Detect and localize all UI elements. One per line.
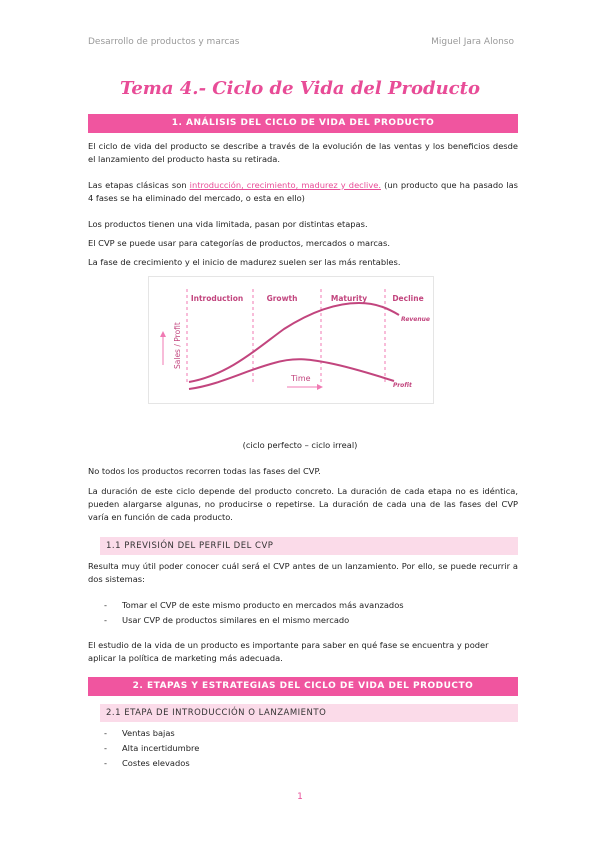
profit-label: Profit [393, 382, 412, 389]
x-axis-label: Time [291, 374, 311, 383]
list-item: - Costes elevados [104, 758, 190, 768]
stages-highlight: introducción, crecimiento, madurez y declive. [189, 180, 381, 190]
page-number: 1 [297, 792, 303, 802]
plc-diagram [149, 277, 433, 403]
subsection-heading-1-1: 1.1 PREVISIÓN DEL PERFIL DEL CVP [100, 537, 518, 555]
paragraph-classic-stages [88, 179, 518, 205]
header-author: Miguel Jara Alonso [431, 37, 514, 47]
revenue-curve [189, 303, 399, 382]
section-heading-1: 1. ANÁLISIS DEL CICLO DE VIDA DEL PRODUCTO [88, 114, 518, 133]
stage-label-decline: Decline [392, 294, 424, 303]
stages-intro-text: Las etapas clásicas son [88, 180, 190, 190]
stage-label-introduction: Introduction [190, 294, 244, 303]
paragraph-cycle-duration: La duración de este ciclo depende del producto concreto. La duración de cada etapa no es idéntica, pueden alargarse algunas, no producirse o repetirse. La duración de cada una de las fases del CVP varía en función de cada producto. [88, 486, 518, 522]
list-item: - Usar CVP de productos similares en el mismo mercado [104, 615, 350, 625]
paragraph-forecast-systems: Resulta muy útil poder conocer cuál será el CVP antes de un lanzamiento. Por ello, se puede recurrir a dos sistemas: [88, 561, 518, 584]
paragraph-cvp-usage: El CVP se puede usar para categorías de productos, mercados o marcas. [88, 238, 390, 248]
figure-caption: (ciclo perfecto – ciclo irreal) [242, 440, 358, 450]
list-item: - Tomar el CVP de este mismo producto en mercados más avanzados [104, 600, 404, 610]
paragraph-study-importance: El estudio de la vida de un producto es importante para saber en qué fase se encuentra y poder aplicar la política de marketing más adecuada. [88, 640, 489, 663]
list-item: - Ventas bajas [104, 728, 175, 738]
header-course: Desarrollo de productos y marcas [88, 37, 240, 47]
document-title: Tema 4.- Ciclo de Vida del Producto [120, 78, 480, 99]
paragraph-profitable-stages: La fase de crecimiento y el inicio de madurez suelen ser las más rentables. [88, 257, 401, 267]
x-axis-arrowhead [317, 384, 323, 390]
stage-label-growth: Growth [266, 294, 298, 303]
paragraph-limited-life: Los productos tienen una vida limitada, pasan por distintas etapas. [88, 219, 368, 229]
y-axis-label: Sales / Profit [173, 322, 182, 369]
y-axis-arrowhead [160, 331, 166, 337]
list-item: - Alta incertidumbre [104, 743, 200, 753]
stage-label-maturity: Maturity [330, 294, 368, 303]
paragraph-cvp-definition: El ciclo de vida del producto se describe a través de la evolución de las ventas y los beneficios desde el lanzamiento del producto hasta su retirada. [88, 141, 518, 164]
paragraph-not-all-stages: No todos los productos recorren todas las fases del CVP. [88, 466, 321, 476]
revenue-label: Revenue [401, 316, 430, 323]
product-life-cycle-figure [148, 276, 434, 404]
subsection-heading-2-1: 2.1 ETAPA DE INTRODUCCIÓN O LANZAMIENTO [100, 704, 518, 722]
section-heading-2: 2. ETAPAS Y ESTRATEGIAS DEL CICLO DE VIDA DEL PRODUCTO [88, 677, 518, 696]
stages-note-text: (un producto que ha pasado las 4 fases se ha eliminado del mercado, o esta en ello) [88, 180, 518, 203]
